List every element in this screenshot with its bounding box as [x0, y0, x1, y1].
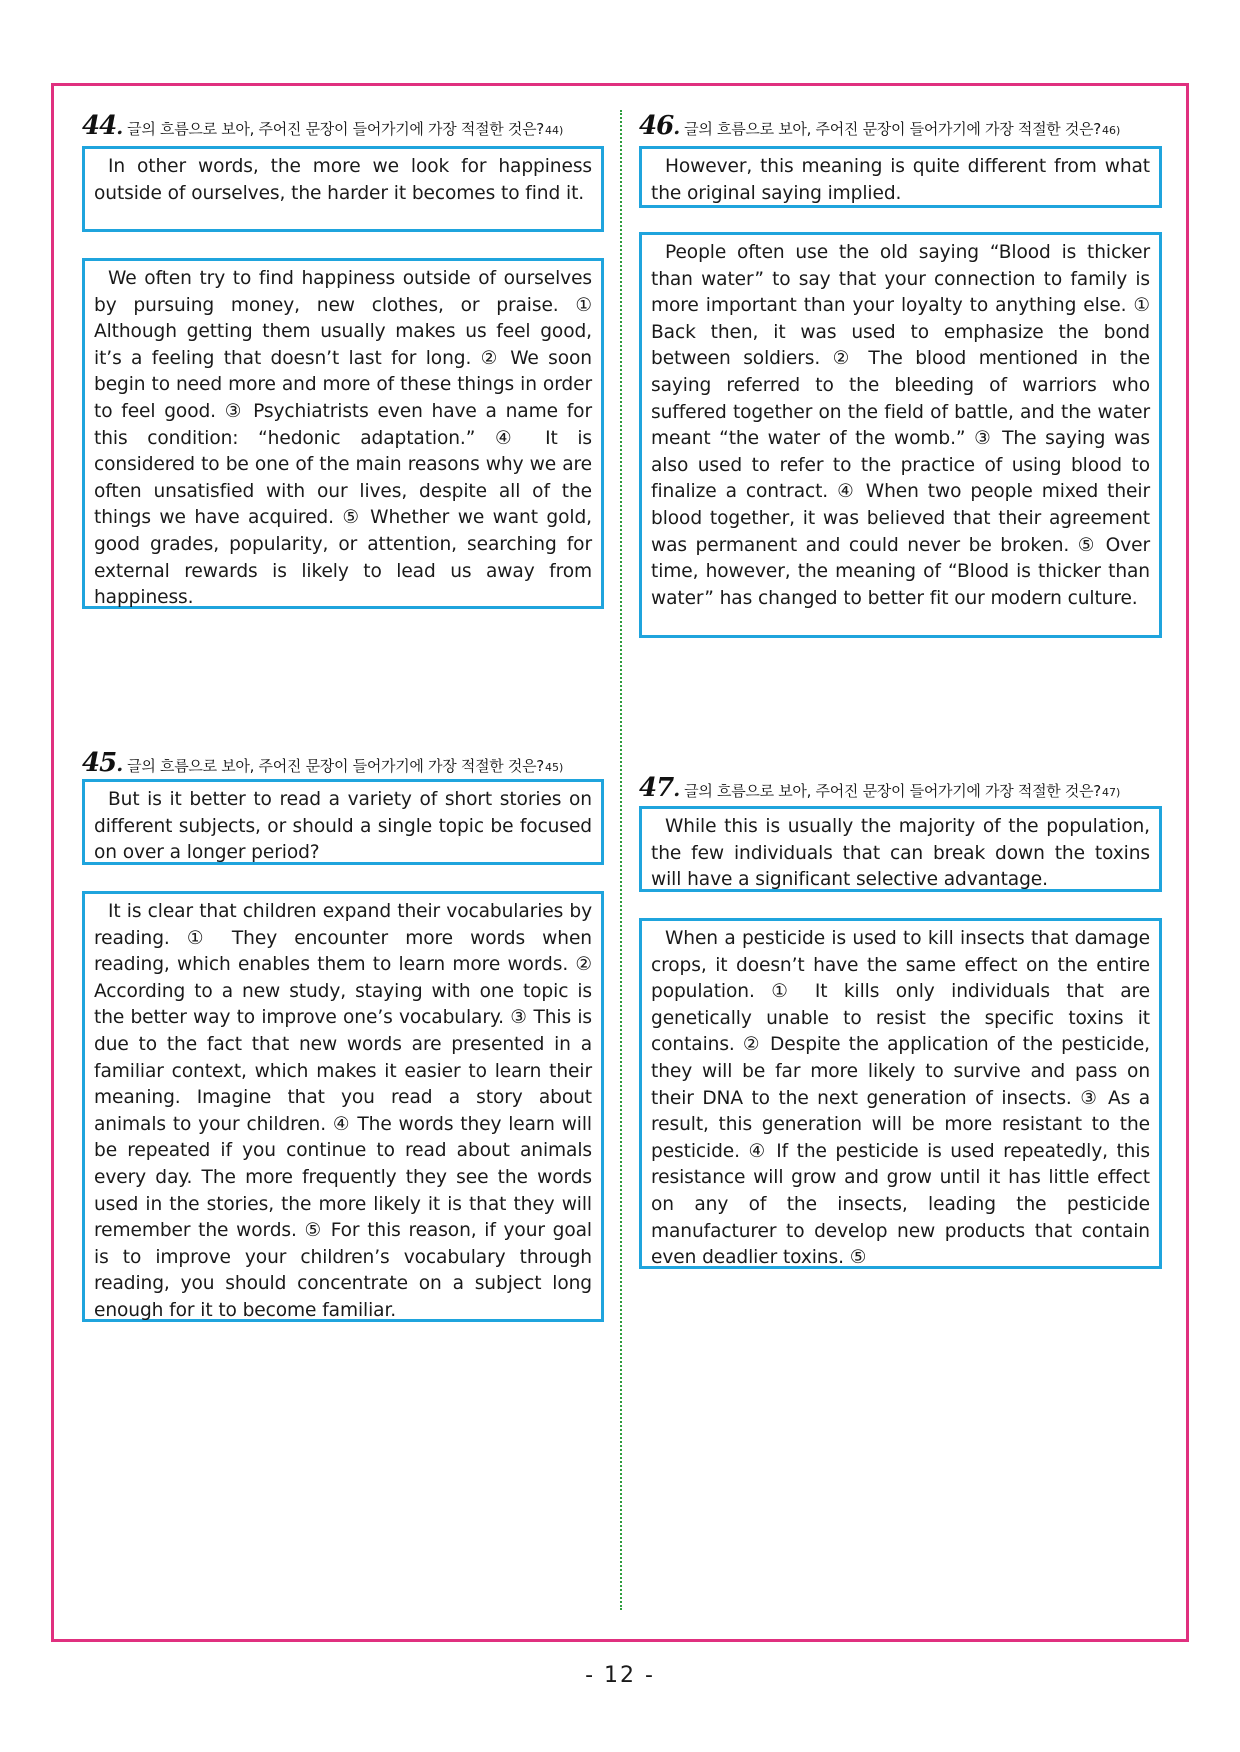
question-number: 44 [82, 111, 117, 141]
page-number: - 12 - [585, 1663, 655, 1688]
question-47-passage: When a pesticide is used to kill insects that damage crops, it doesn’t have the same effect on the entire population. ① It kills only individuals that are genetically unable to resist the specific toxins it contains. ② Despite the application of the pesticide, they will be far more likely to survive and pass on their DNA to the next generation of insects. ③ As a result, this generation will be more resistant to the pesticide. ④ If the pesticide is used repeatedly, this resistance will grow and grow until it has little effect on any of the insects, leading the pesticide manufacturer to develop new products that contain even deadlier toxins. ⑤ [639, 918, 1162, 1269]
question-number: 45 [82, 748, 117, 778]
question-ref: 45) [544, 761, 564, 774]
question-prompt: 글의 흐름으로 보아, 주어진 문장이 들어가기에 가장 적절한 것은? [684, 782, 1101, 800]
question-44-given-sentence: In other words, the more we look for happiness outside of ourselves, the harder it becomes to find it. [82, 146, 604, 232]
question-46-passage: People often use the old saying “Blood is thicker than water” to say that your connection to family is more important than your loyalty to anything else. ① Back then, it was used to emphasize the bond between soldiers. ② The blood mentioned in the saying referred to the bleeding of warriors who suffered together on the field of battle, and the water meant “the water of the womb.” ③ The saying was also used to refer to the practice of using blood to finalize a contract. ④ When two people mixed their blood together, it was believed that their agreement was permanent and could never be broken. ⑤ Over time, however, the meaning of “Blood is thicker than water” has changed to better fit our modern culture. [639, 232, 1162, 638]
question-prompt: 글의 흐름으로 보아, 주어진 문장이 들어가기에 가장 적절한 것은? [684, 120, 1101, 138]
question-44-passage: We often try to find happiness outside of ourselves by pursuing money, new clothes, or praise. ① Although getting them usually makes us feel good, it’s a feeling that doesn’t last for long. ② We soon begin to need more and more of these things in order to feel good. ③ Psychiatrists even have a name for this condition: “hedonic adaptation.” ④ It is considered to be one of the main reasons why we are often unsatisfied with our lives, despite all of the things we have acquired. ⑤ Whether we want gold, good grades, popularity, or attention, searching for external rewards is likely to lead us away from happiness. [82, 258, 604, 609]
question-47-header: 47 . 글의 흐름으로 보아, 주어진 문장이 들어가기에 가장 적절한 것은? 47) [639, 773, 1121, 803]
question-prompt: 글의 흐름으로 보아, 주어진 문장이 들어가기에 가장 적절한 것은? [127, 120, 544, 138]
question-number: 47 [639, 773, 674, 803]
question-prompt: 글의 흐름으로 보아, 주어진 문장이 들어가기에 가장 적절한 것은? [127, 757, 544, 775]
question-ref: 44) [544, 124, 564, 137]
question-number: 46 [639, 111, 674, 141]
question-ref: 47) [1101, 786, 1121, 799]
column-divider [620, 110, 622, 1610]
question-46-header: 46 . 글의 흐름으로 보아, 주어진 문장이 들어가기에 가장 적절한 것은? 46) [639, 111, 1121, 141]
question-45-passage: It is clear that children expand their vocabularies by reading. ① They encounter more words when reading, which enables them to learn more words. ② According to a new study, staying with one topic is the better way to improve one’s vocabulary. ③ This is due to the fact that new words are presented in a familiar context, which makes it easier to learn their meaning. Imagine that you read a story about animals to your children. ④ The words they learn will be repeated if you continue to read about animals every day. The more frequently they see the words used in the stories, the more likely it is that they will remember the words. ⑤ For this reason, if your goal is to improve your children’s vocabulary through reading, you should concentrate on a subject long enough for it to become familiar. [82, 891, 604, 1322]
question-45-given-sentence: But is it better to read a variety of short stories on different subjects, or should a single topic be focused on over a longer period? [82, 779, 604, 865]
question-44-header: 44 . 글의 흐름으로 보아, 주어진 문장이 들어가기에 가장 적절한 것은? 44) [82, 111, 564, 141]
question-47-given-sentence: While this is usually the majority of the population, the few individuals that can break down the toxins will have a significant selective advantage. [639, 806, 1162, 892]
question-46-given-sentence: However, this meaning is quite different from what the original saying implied. [639, 146, 1162, 208]
question-45-header: 45 . 글의 흐름으로 보아, 주어진 문장이 들어가기에 가장 적절한 것은? 45) [82, 748, 564, 778]
question-ref: 46) [1101, 124, 1121, 137]
